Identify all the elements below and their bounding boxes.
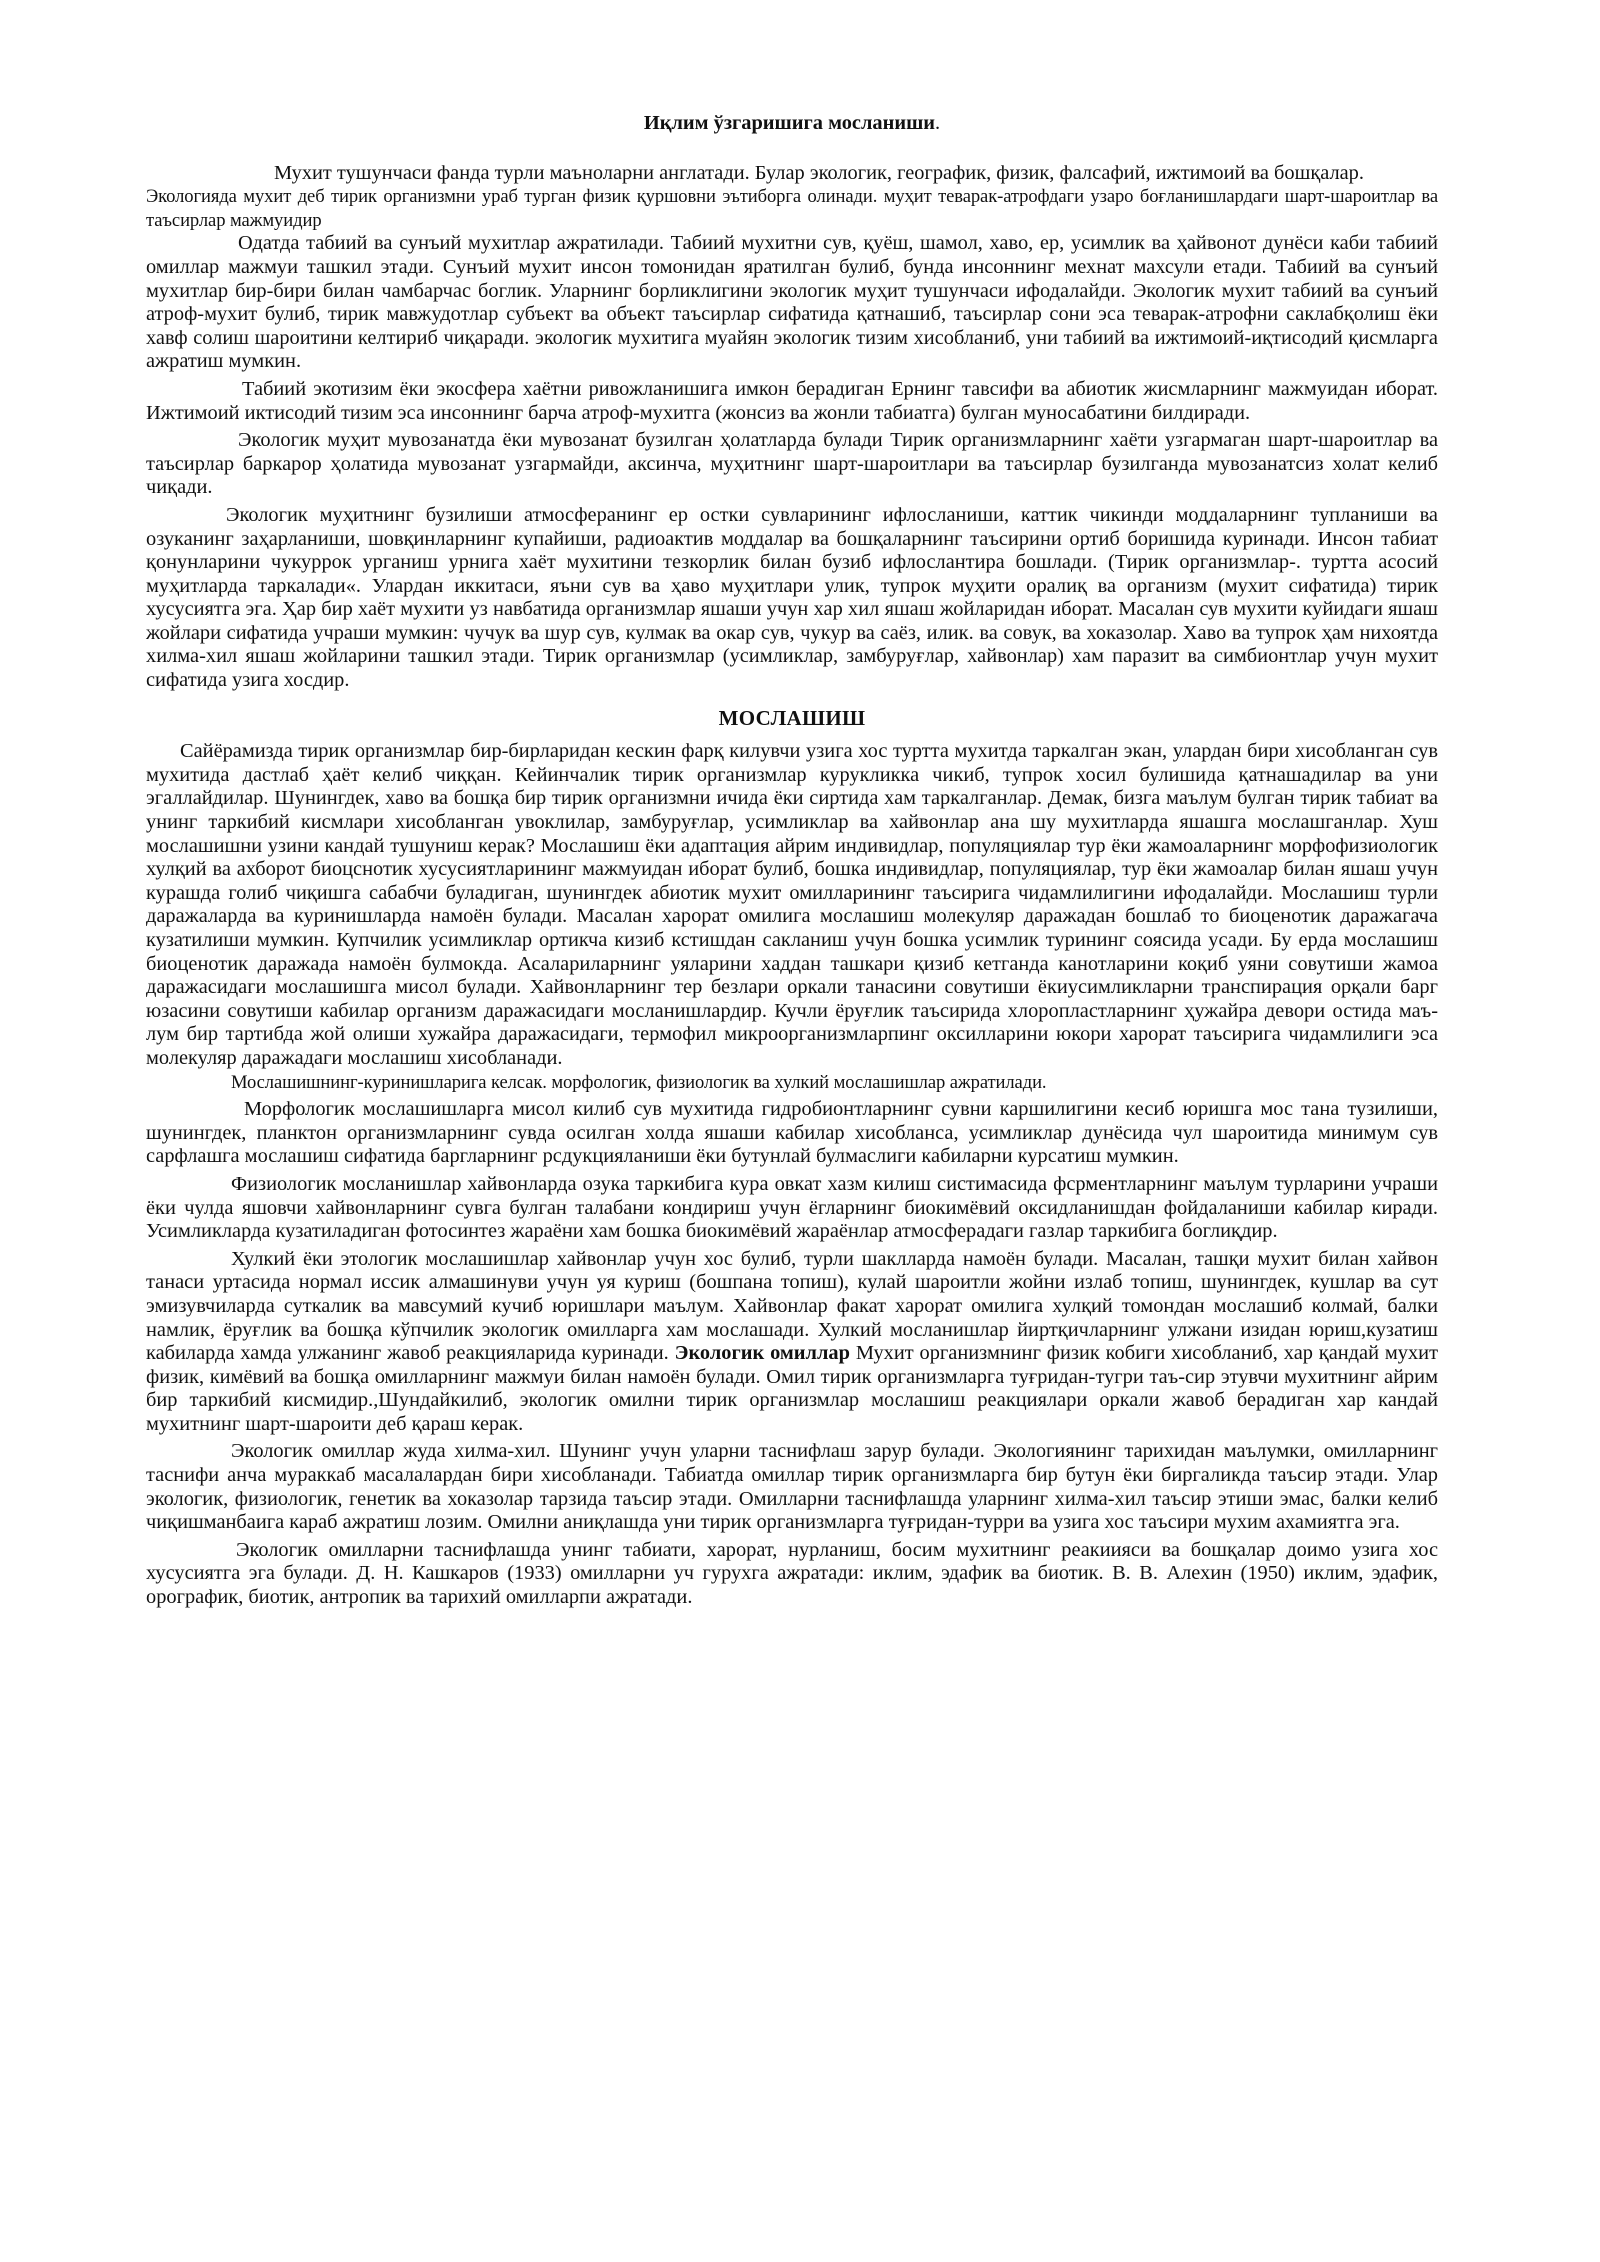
paragraph-ecology-environment: Экологияда мухит деб тирик организмни ураб турган физик қуршовни эътиборга олинади. муҳит теварак-атрофдаги узаро боғланишлардаги шарт-шароитлар ва таъсирлар мажмуидир (146, 186, 1438, 231)
paragraph-disruption: Экологик муҳитнинг бузилиши атмосферанинг ер остки сувларининг ифлосланиши, каттик чикинди моддаларнинг тупланиши ва озуканинг заҳарланиши, шовқинларнинг купайиши, радиоактив моддалар ва бошқаларнинг таъсирини ортиб боришида куринади. Инсон табиат қонунларини чукуррок урганиш урнига хаёт мухитини тезкорлик билан бузиб ифлослантира бошлади. (Тирик организмлар-. туртта асосий муҳитларда таркалади«. Улардан иккитаси, яъни сув ва ҳаво муҳитлари улик, тупрок муҳити оралиқ ва организм (мухит сифатида) тирик хусусиятга эга. Ҳар бир хаёт мухити уз навбатида организмлар яшаши учун хар хил яшаш жойларидан иборат. Масалан сув мухити куйидаги яшаш жойлари сифатида учраши мумкин: чучук ва шур сув, кулмак ва окар сув, чукур ва саёз, илик. ва совук, ва хоказолар. Хаво ва тупрок ҳам нихоятда хилма-хил яшаш жойларини ташкил этади. Тирик организмлар (усимликлар, замбуруғлар, хайвонлар) хам паразит ва симбионтлар учун мухит сифатида узига хосдир. (146, 503, 1438, 692)
paragraph-adaptation-types: Мослашишнинг-куринишларига келсак. морфологик, физиологик ва хулкий мослашишлар ажратилади. (231, 1071, 1047, 1093)
paragraph-factor-classification: Экологик омиллар жуда хилма-хил. Шунинг учун уларни таснифлаш зарур булади. Экологиянинг тарихидан маълумки, омилларнинг таснифи анча мураккаб масалалардан бири хисобланади. Табиатда омиллар тирик организмларга бир бутун ёки биргаликда таъсир этади. Улар экологик, физиологик, генетик ва хоказолар тарзида таъсир этади. Омилларни таснифлашда уларнинг хилма-хил таъсир этиши эмас, балки келиб чиқишманбаига караб ажратиш лозим. Омилни аниқлашда уни тирик организмларга туғридан-турри ва узига хос таъсири мухим ахамиятга эга. (146, 1440, 1438, 1534)
document-title (146, 112, 1438, 136)
ecological-factors-heading: Экологик омиллар (674, 1342, 850, 1365)
paragraph-equilibrium: Экологик муҳит мувозанатда ёки мувозанат бузилган ҳолатларда булади Тирик организмларнинг хаёти узгармаган шарт-шароитлар ва таъсирлар баркарор ҳолатида мувозанат узгармайди, аксинча, муҳитнинг шарт-шароитлари ва таъсирлар бузилганда мувозанатсиз холат келиб чиқади. (146, 429, 1438, 499)
document-title-text: Иқлим ўзгаришига мосланиши (643, 112, 936, 134)
paragraph-ecological-factors-text: Мухит организмнинг физик кобиги хисобланиб, хар қандай мухит физик, кимёвий ва бошқа омилларнинг мажмуи билан намоён булади. Омил тирик организмларга туғридан-тугри таъ-сир этувчи мухитнинг айрим бир таркибий кисмидир.,Шундайкилиб, экологик омилни тирик организмлар мослашиш реакциялари оркали жавоб берадиган хар кандай мухитнинг шарт-шароити деб қараш керак. (146, 1342, 1438, 1435)
paragraph-factor-groups: Экологик омилларни таснифлашда унинг табиати, харорат, нурланиш, босим мухитнинг реакиияси ва бошқалар доимо узига хос хусусиятга эга булади. Д. Н. Кашкаров (1933) омилларни уч гурухга ажратади: иклим, эдафик ва биотик. В. В. Алехин (1950) иклим, эдафик, орографик, биотик, антропик ва тарихий омилларпи ажратади. (146, 1538, 1438, 1609)
section-title: МОСЛАШИШ (718, 705, 866, 730)
paragraph-natural-artificial: Одатда табиий ва сунъий мухитлар ажратилади. Табиий мухитни сув, қуёш, шамол, хаво, ер, усимлик ва ҳайвонот дунёси каби табиий омиллар мажмуи ташкил этади. Сунъий мухит инсон томонидан яратилган булиб, бунда инсоннинг мехнат махсули етади. Табиий ва сунъий мухитлар бир-бири билан чамбарчас боглик. Уларнинг борликлигини экологик муҳит тушунчаси ифодалайди. Экологик мухит табиий ва сунъий атроф-мухит булиб, тирик мавжудотлар субъект ва объект таъсирлар сифатида қатнашиб, таъсирлар сони эса теварак-атрофни саклабқолиш ёки хавф солиш шароитини келтириб чиқаради. экологик мухитига муайян экологик тизим хисобланиб, уни табиий ва ижтимоий-иқтисодий қисмларга ажратиш мумкин. (146, 232, 1438, 373)
document-title-dot: . (935, 112, 941, 134)
paragraph-environment-meaning: Мухит тушунчаси фанда турли маъноларни англатади. Булар экологик, географик, физик, фалсафий, ижтимоий ва бошқалар. (274, 161, 1364, 184)
paragraph-morphological: Морфологик мослашишларга мисол килиб сув мухитида гидробионтларнинг сувни каршилигини кесиб юришга мос тана тузилиши, шунингдек, планктон организмларнинг сувда осилган холда яшаши кабилар хисобланса, усимликлар дунёсида чул шароитида минимум сув сарфлашга мослашиш сифатида баргларнинг рсдукцияланиши ёки бутунлай булмаслиги кабиларни курсатиш мумкин. (146, 1098, 1438, 1168)
paragraph-behavioral (146, 1248, 1438, 1437)
paragraph-behavioral-text: Хулкий ёки этологик мослашишлар хайвонлар учун хос булиб, турли шаклларда намоён булади. Масалан, ташқи мухит билан хайвон танаси уртасида нормал иссик алмашинуви учун уя куриш (бошпана топиш), кулай шароитли жойни излаб топиш, шунингдек, кушлар ва сут эмизувчиларда суткалик ва мавсумий кучиб юришлари маълум. Хайвонлар факат харорат омилига хулқий томондан мослашиб колмай, балки намлик, ёруғлик ва бошқа кўпчилик экологик омилларга хам мослашади. Хулкий мосланишлар йиртқичларнинг улжани изидан юриш,кузатиш кабиларда хамда улжанинг жавоб реакцияларида куринади. (146, 1247, 1438, 1365)
paragraph-physiological: Физиологик мосланишлар хайвонларда озука таркибига кура овкат хазм килиш систимасида фсрментларнинг маълум турларини учраши ёки чулда яшовчи хайвонларнинг сувга булган талабани кондириш учун ёгларнинг биокимёвий оксидланишдан фойдаланиши кабилар киради. Усимликларда кузатиладиган фотосинтез жараёни хам бошка биокимёвий жараёнлар атмосферадаги газлар таркибига боглиқдир. (146, 1172, 1438, 1243)
paragraph-ecosystem: Табиий экотизим ёки экосфера хаётни ривожланишига имкон берадиган Ернинг тавсифи ва абиотик жисмларнинг мажмуидан иборат. Ижтимоий иктисодий тизим эса инсоннинг барча атроф-мухитга (жонсиз ва жонли табиатга) булган муносабатини билдиради. (146, 377, 1438, 424)
document-page (146, 112, 1438, 1610)
paragraph-adaptation: Сайёрамизда тирик организмлар бир-бирларидан кескин фарқ килувчи узига хос туртта мухитда таркалган экан, улардан бири хисобланган сув мухитида дастлаб ҳаёт келиб чиққан. Кейинчалик тирик организмлар курукликка чикиб, тупрок хосил булишида қатнашадилар ва уни эгаллайдилар. Шунингдек, хаво ва бошқа бир тирик организмни ичида ёки сиртида хам таркалганлар. Демак, бизга маълум булган тирик табиат ва унинг таркибий кисмлари хисобланган увоклилар, замбуруғлар, усимликлар ва хайвонлар ана шу мухитларда яшашга мослашганлар. Хуш мослашишни узини кандай тушуниш керак? Мослашиш ёки адаптация айрим индивидлар, популяциялар тур ёки жамоаларнинг морфофизиологик хулқий ва ахборот биоцснотик хусусиятларининг мажмуидан иборат булиб, бошка индивидлар, популяциялар, тур ёки жамоалар билан яшаш учун курашда голиб чиқишга сабабчи буладиган, шунингдек абиотик мухит омилларининг таъсирига чидамлилигини ифодалайди. Мослашиш турли даражаларда ва куринишларда намоён булади. Масалан харорат омилига мослашиш молекуляр даражадан бошлаб то биоценотик даражагача кузатилиши мумкин. Купчилик усимликлар ортикча кизиб кстишдан сакланиш учун бошка усимлик турининг соясида усади. Бу ерда мослашиш биоценотик даражада намоён булмокда. Асалариларнинг уяларини хаддан ташкари қизиб кетганда канотларини коқиб уяни совутиши жамоа даражасидаги мослашишга мисол булади. Хайвонларнинг тер безлари оркали танасини совутиши ёкиусимликларни транспирация орқали барг юзасини совутиши кабилар организм даражасидаги мосланишлардир. Кучли ёруғлик таъсирида хлоропластларнинг ҳужайра девори остида маъ-лум бир тартибда жой олиши хужайра даражасидаги, термофил микроорганизмларпинг оксилларини юкори харорат таъсирига чидамлилиги эса молекуляр даражадаги мослашиш хисобланади. (146, 740, 1438, 1069)
